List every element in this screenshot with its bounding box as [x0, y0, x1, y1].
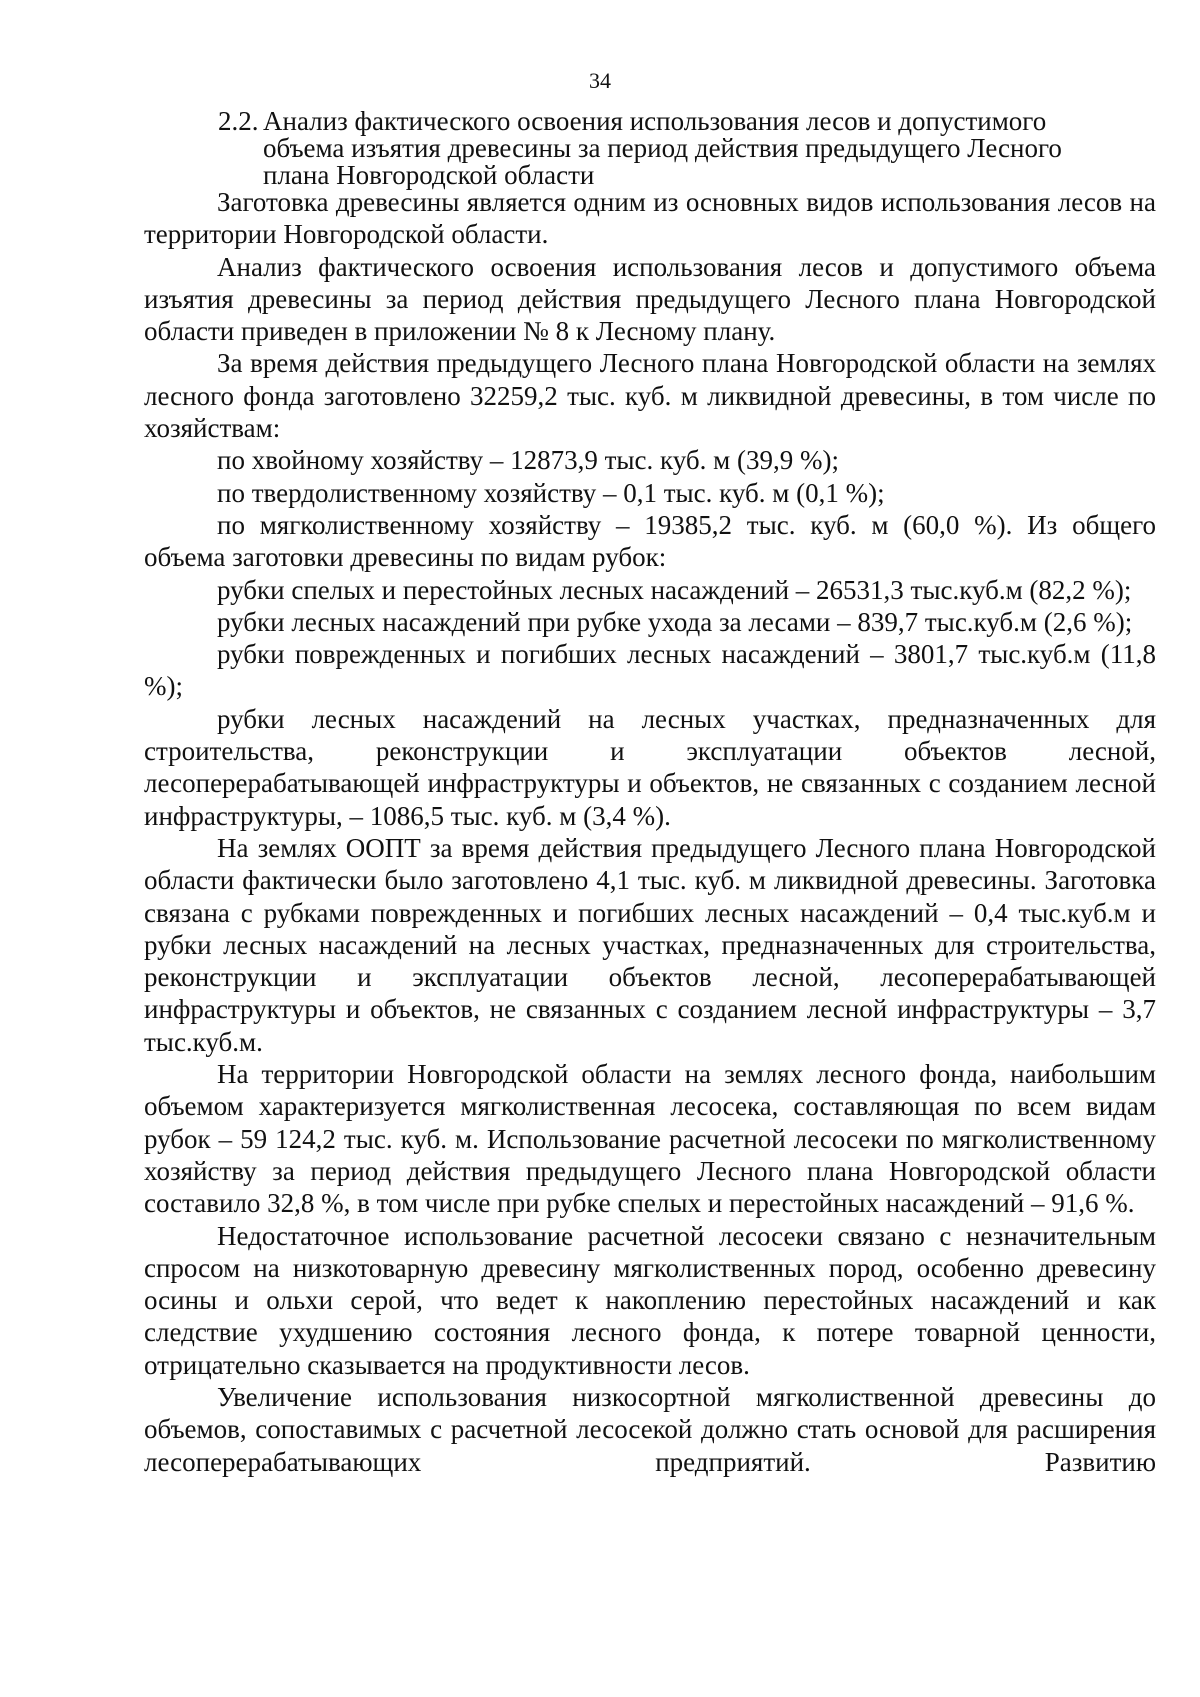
section-title-line-3: плана Новгородской области — [263, 160, 595, 190]
list-item-infrastructure-cuttings: рубки лесных насаждений на лесных участках, предназначенных для строительства, реконструкции и эксплуатации объектов лесной, лесоперерабатывающей инфраструктуры и объектов, не связанных с созданием лесной инфраструктуры, – 1086,5 тыс. куб. м (3,4 %). — [144, 703, 1156, 831]
paragraph-increase-use: Увеличение использования низкосортной мягколиственной древесины до объемов, сопоставимых с расчетной лесосекой должно стать основой для расширения лесоперерабатывающих предприятий. Развитию — [144, 1381, 1156, 1477]
paragraph-insufficient-use: Недостаточное использование расчетной лесосеки связано с незначительным спросом на низкотоварную древесину мягколиственных пород, особенно древесину осины и ольхи серой, что ведет к накоплению перестойных насаждений и как следствие ухудшению состояния лесного фонда, к потере товарной ценности, отрицательно сказывается на продуктивности лесов. — [144, 1220, 1156, 1380]
list-item-coniferous: по хвойному хозяйству – 12873,9 тыс. куб. м (39,9 %); — [217, 445, 839, 476]
list-item-mature-cuttings: рубки спелых и перестойных лесных насаждений – 26531,3 тыс.куб.м (82,2 %); — [217, 574, 1132, 605]
document-body — [144, 186, 1156, 1478]
page-number: 34 — [589, 68, 611, 93]
section-title-line-2: объема изъятия древесины за период действия предыдущего Лесного — [263, 133, 1062, 163]
section-heading-line-1 — [218, 108, 1118, 135]
section-title-line-1: Анализ фактического освоения использования лесов и допустимого — [263, 106, 1047, 136]
paragraph-intro: Заготовка древесины является одним из основных видов использования лесов на территории Новгородской области. — [144, 187, 1156, 250]
paragraph-softwood-cutting-area: На территории Новгородской области на землях лесного фонда, наибольшим объемом характеризуется мягколиственная лесосека, составляющая по всем видам рубок – 59 124,2 тыс. куб. м. Использование расчетной лесосеки по мягколиственному хозяйству за период действия предыдущего Лесного плана Новгородской области составило 32,8 %, в том числе при рубке спелых и перестойных насаждений – 91,6 %. — [144, 1059, 1156, 1219]
paragraph-harvest-total: За время действия предыдущего Лесного плана Новгородской области на землях лесного фонда заготовлено 32259,2 тыс. куб. м ликвидной древесины, в том числе по хозяйствам: — [144, 348, 1156, 444]
section-number: 2.2. — [218, 106, 259, 136]
paragraph-analysis-reference: Анализ фактического освоения использования лесов и допустимого объема изъятия древесины за период действия предыдущего Лесного плана Новгородской области приведен в приложении № 8 к Лесному плану. — [144, 251, 1156, 347]
list-item-hardwood: по твердолиственному хозяйству – 0,1 тыс. куб. м (0,1 %); — [217, 477, 885, 508]
section-heading — [218, 108, 1118, 189]
paragraph-protected-areas: На землях ООПТ за время действия предыдущего Лесного плана Новгородской области фактически было заготовлено 4,1 тыс. куб. м ликвидной древесины. Заготовка связана с рубками поврежденных и погибших лесных насаждений – 0,4 тыс.куб.м и рубки лесных насаждений на лесных участках, предназначенных для строительства, реконструкции и эксплуатации объектов лесной, лесоперерабатывающей инфраструктуры и объектов, не связанных с созданием лесной инфраструктуры – 3,7 тыс.куб.м. — [144, 832, 1156, 1057]
list-item-damaged-cuttings: рубки поврежденных и погибших лесных насаждений – 3801,7 тыс.куб.м (11,8 %); — [144, 639, 1156, 702]
list-item-softwood: по мягколиственному хозяйству – 19385,2 тыс. куб. м (60,0 %). Из общего объема заготовки древесины по видам рубок: — [144, 509, 1156, 573]
list-item-care-cuttings: рубки лесных насаждений при рубке ухода за лесами – 839,7 тыс.куб.м (2,6 %); — [217, 606, 1133, 637]
